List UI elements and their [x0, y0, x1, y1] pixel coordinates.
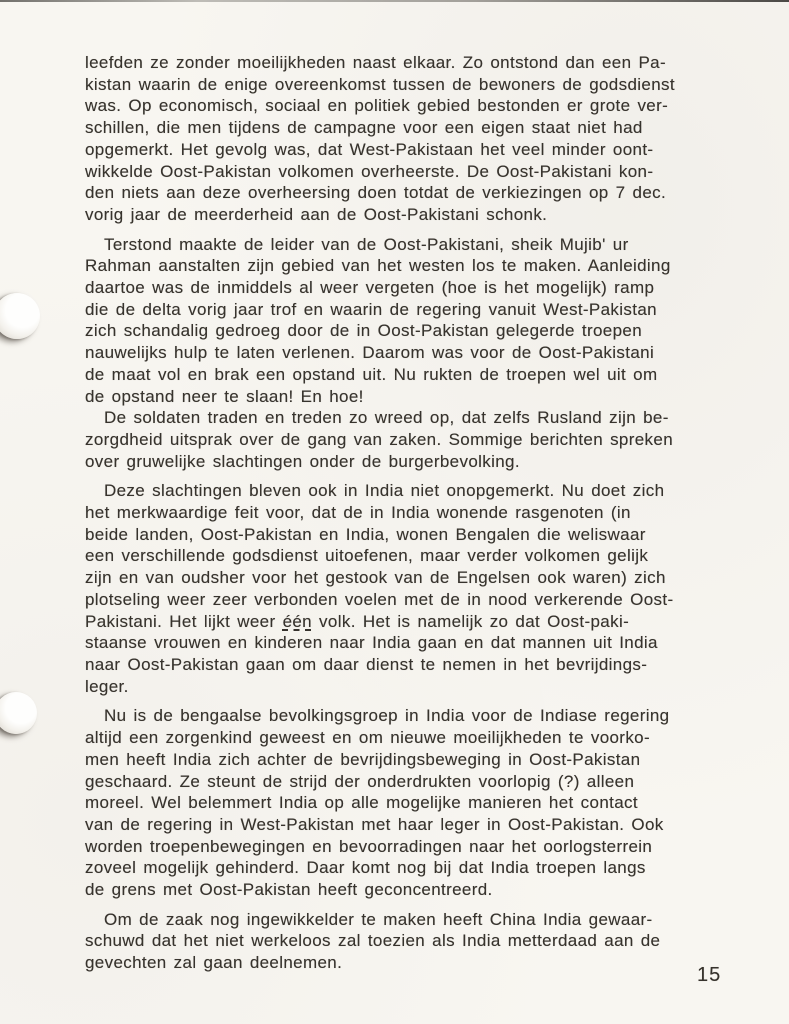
paragraph: leefden ze zonder moeilijkheden naast elkaar. Zo ontstond dan een Pa- kistan waarin de enige overeenkomst tussen de bewoners de godsdienst was. Op economisch, sociaal en politiek gebied bestonden er grote ver- schillen, die men tijdens de campagne voor een eigen staat niet had opgemerkt. Het gevolg was, dat West-Pakistaan het veel minder oont- wikkelde Oost-Pakistan volkomen overheerste. De Oost-Pakistani kon- den niets aan deze overheersing doen totdat de verkiezingen op 7 dec. vorig jaar de meerderheid aan de Oost-Pakistani schonk. [85, 53, 675, 224]
paragraph: Terstond maakte de leider van de Oost-Pakistani, sheik Mujib' ur Rahman aanstalten zijn gebied van het westen los te maken. Aanleiding daartoe was de inmiddels al weer vergeten (hoe is het mogelijk) ramp die de delta vorig jaar trof en waarin de regering vanuit West-Pakistan zich schandalig gedroeg door de in Oost-Pakistan gelegerde troepen nauwelijks hulp te laten verlenen. Daarom was voor de Oost-Pakistani de maat vol en brak een opstand uit. Nu rukten de troepen wel uit om de opstand neer te slaan! En hoe! [85, 234, 671, 406]
paragraph: De soldaten traden en treden zo wreed op, dat zelfs Rusland zijn be- zorgdheid uitsprak over de gang van zaken. Sommige berichten spreken over gruwelijke slachtingen onder de burgerbevolking. [85, 408, 674, 471]
paragraph: Deze slachtingen bleven ook in India niet onopgemerkt. Nu doet zich het merkwaardige feit voor, dat de in India wonende rasgenoten (in beide landen, Oost-Pakistan en India, wonen Bengalen die weliswaar een verschillende godsdienst uitoefenen, maar verder volkomen gelijk zijn en van oudsher voor het gestook van de Engelsen ook waren) zich plotseling weer zeer verbonden voelen met de in nood verkerende Oost- Pakistani. Het lijkt weer één volk. Het is namelijk zo dat Oost-paki- staanse vrouwen en kinderen naar India gaan en dat mannen uit India naar Oost-Pakistan gaan om daar dienst te nemen in het bevrijdings- leger. [85, 481, 674, 696]
paragraph: Om de zaak nog ingewikkelder te maken heeft China India gewaar- schuwd dat het niet werkeloos zal toezien als India metterdaad aan de gevechten zal gaan deelnemen. [85, 909, 661, 973]
underlined-word: één [282, 611, 312, 631]
paragraph: Nu is de bengaalse bevolkingsgroep in India voor de Indiase regering altijd een zorgenkind geweest en om nieuwe moeilijkheden te voorko- men heeft India zich achter de bevrijdingsbeweging in Oost-Pakistan geschaard. Ze steunt de strijd der onderdrukten voorlopig (?) alleen moreel. Wel belemmert India op alle mogelijke manieren het contact van de regering in West-Pakistan met haar leger in Oost-Pakistan. Ook worden troepenbewegingen en bevoorradingen naar het oorlogsterrein zoveel mogelijk gehinderd. Daar komt nog bij dat India troepen langs de grens met Oost-Pakistan heeft geconcentreerd. [85, 706, 670, 900]
page-text [85, 52, 733, 974]
scan-edge [0, 0, 789, 2]
hole-punch-bottom-icon [0, 692, 37, 734]
hole-punch-top-icon [0, 293, 40, 339]
page-number: 15 [697, 964, 722, 986]
